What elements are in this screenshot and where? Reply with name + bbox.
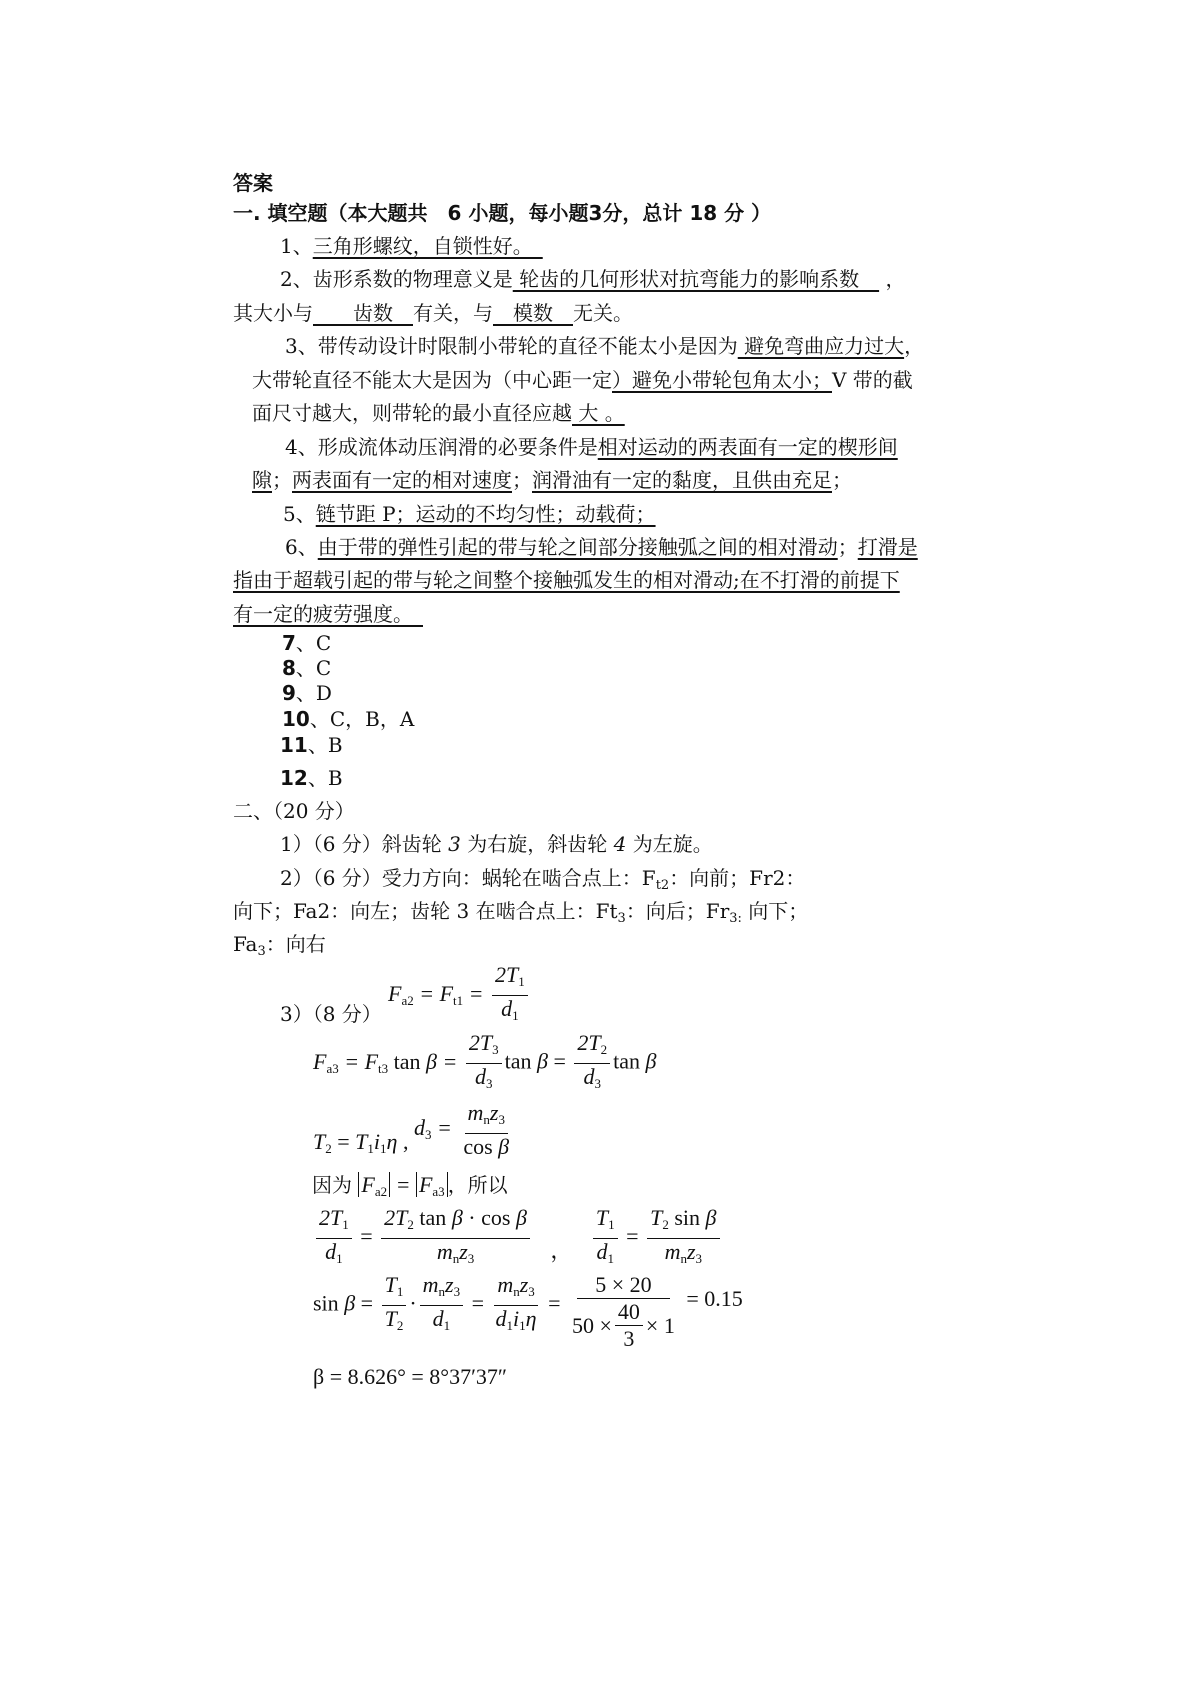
q5 <box>283 501 656 527</box>
separator: ； <box>832 468 852 492</box>
q6-line2: 指由于超载引起的带与轮之间整个接触弧发生的相对滑动;在不打滑的前提下 <box>233 568 900 592</box>
text: ，所以 <box>447 1173 508 1197</box>
answer-title: 答案 <box>233 171 273 195</box>
part2-line2 <box>233 898 808 932</box>
q3-line2 <box>252 367 913 393</box>
fraction: $\frac{2T_1}{d_1}$ <box>316 1205 352 1272</box>
choice-num: 10 <box>282 707 310 731</box>
text: ：向右 <box>265 932 326 956</box>
q4-answer1: 相对运动的两表面有一定的楔形间 <box>597 435 898 459</box>
choice-num: 7 <box>282 631 296 655</box>
fraction: $\frac{m_nz_3}{d_1}$ <box>420 1272 463 1339</box>
fraction: $\frac{T_1}{d_1}$ <box>593 1205 618 1272</box>
q6-answer2: 打滑是 <box>857 535 918 559</box>
text: 因为 <box>312 1173 352 1197</box>
subscript: 3: <box>729 911 742 926</box>
choice-10 <box>282 706 414 732</box>
q2-line1 <box>280 266 905 292</box>
math: $T_2 = T_1i_1\eta$ , <box>313 1129 409 1157</box>
fraction: $\frac{2T_2}{d_3}$ <box>574 1030 610 1097</box>
text: × 1 <box>645 1312 675 1338</box>
choice-num: 12 <box>280 766 308 790</box>
text: ：向前；Fr2： <box>669 866 806 890</box>
math: tan β = <box>504 1048 566 1074</box>
math: $F_{a2} = F_{a3}$ <box>358 1172 447 1197</box>
section2-heading: 二、（20 分） <box>233 799 355 823</box>
math: sin β = <box>313 1290 374 1316</box>
choice-num: 8 <box>282 656 296 680</box>
q2-answer1: 轮齿的几何形状对抗弯能力的影响系数 <box>512 267 880 291</box>
q3-text: 大带轮直径不能太大是因为（中心距一定 <box>252 368 612 392</box>
q5-num: 5、 <box>283 502 316 526</box>
math: tan β <box>613 1048 657 1074</box>
math: $F_{a2} = F_{t1}$ = <box>388 980 484 1008</box>
fraction: $\frac{m_nz_3}{d_1i_1\eta}$ <box>495 1272 537 1333</box>
q6-num: 6、 <box>285 535 318 559</box>
q1-num: 1、 <box>280 234 313 258</box>
q3-answer2: ）避免小带轮包角太小； <box>612 368 832 392</box>
q2-num: 2、 <box>280 267 313 291</box>
choice-answer: 、C，B，A <box>309 707 415 731</box>
q3-line1 <box>285 333 924 359</box>
beta-result: β = 8.626° = 8°37′37″ <box>313 1364 508 1389</box>
q4-num: 4、 <box>285 435 318 459</box>
q1-answer: 三角形螺纹，自锁性好。 <box>312 234 543 258</box>
q6-answer1: 由于带的弹性引起的带与轮之间部分接触弧之间的相对滑动 <box>317 535 838 559</box>
fraction: $\frac{2T_1}{d_1}$ <box>492 962 528 1029</box>
part2-line1 <box>280 865 805 899</box>
text: 向下；Fa2：向左；齿轮 3 在啮合点上：Ft <box>233 899 618 923</box>
q3-text: 带传动设计时限制小带轮的直径不能太小是因为 <box>317 334 738 358</box>
text: ：向后；Fr <box>625 899 730 923</box>
equation-fa3 <box>313 1030 657 1097</box>
subscript: t2 <box>655 878 670 893</box>
separator: ； <box>512 468 532 492</box>
q4-text: 形成流体动压润滑的必要条件是 <box>317 435 598 459</box>
q2-text: 其大小与 <box>233 301 313 325</box>
q3-text: 面尺寸越大，则带轮的最小直径应越 <box>252 401 572 425</box>
part1 <box>280 831 713 857</box>
q4-answer3: 两表面有一定的相对速度 <box>292 468 512 492</box>
fraction: $\frac{2T_2 \tan \beta \cdot \cos \beta}{m_nz_3}$ <box>381 1205 530 1272</box>
text: 为右旋，斜齿轮 <box>460 832 614 856</box>
choice-12 <box>280 765 343 791</box>
q2-line2 <box>233 300 633 326</box>
subscript: 3 <box>617 911 626 926</box>
q4-answer2: 隙 <box>252 468 272 492</box>
q3-num: 3、 <box>285 334 318 358</box>
q5-answer: 链节距 P；运动的不均匀性；动载荷； <box>315 502 656 526</box>
choice-num: 11 <box>280 733 308 757</box>
result-value: = 0.15 <box>686 1286 743 1311</box>
q3-answer1: 避免弯曲应力过大 <box>737 334 905 358</box>
q2-answer2: 齿数 <box>313 301 413 325</box>
q1 <box>280 233 543 259</box>
denominator: 3 <box>623 1326 635 1351</box>
q3-text: ， <box>904 334 925 358</box>
q2-text: 无关。 <box>573 301 633 325</box>
math: $F_{a3} = F_{t3}$ tan β = <box>313 1048 458 1076</box>
q3-line3 <box>252 400 625 426</box>
q2-answer3: 模数 <box>493 301 573 325</box>
q3-text: V 带的截 <box>832 368 913 392</box>
text: 2）（6 分）受力方向：蜗轮在啮合点上：F <box>280 866 656 890</box>
fraction: $\frac{T_1}{T_2}$ <box>382 1272 407 1339</box>
numerator: 5 × 20 <box>577 1272 669 1299</box>
choice-answer: 、B <box>307 766 343 790</box>
section1-heading: 一. 填空题（本大题共 6 小题，每小题3分，总计 18 分 ） <box>233 201 772 225</box>
gear-number: 4 <box>613 832 627 856</box>
text: 50 × <box>572 1312 612 1338</box>
fraction <box>569 1272 678 1352</box>
q6-line3: 有一定的疲劳强度。 <box>233 602 423 626</box>
fraction <box>615 1299 643 1352</box>
equation-ratio: $\frac{2T_1}{d_1}$ = $\frac{2T_2 \tan \beta \cdot \cos \beta}{m_nz_3}$ ， $\frac{T_1}{d_1}$ = $\frac{T_2 \sin \beta}{m_nz_3}$ <box>313 1205 723 1272</box>
equation-sinbeta: sin β = $\frac{T_1}{T_2}$ · $\frac{m_nz_3}{d_1}$ = $\frac{m_nz_3}{d_1i_1\eta}$ = 5 × 20 50 × $\frac{40}{3}$ × 1 = 0.15 <box>313 1272 743 1351</box>
q2-text: 齿形系数的物理意义是 <box>312 267 513 291</box>
numerator: 40 <box>615 1299 643 1326</box>
fraction: $\frac{2T_3}{d_3}$ <box>466 1030 502 1097</box>
equation-t2-d3 <box>313 1100 515 1160</box>
choice-answer: 、B <box>307 733 343 757</box>
choice-num: 9 <box>282 681 296 705</box>
text: 1）（6 分）斜齿轮 <box>280 832 449 856</box>
fraction: $\frac{T_2 \sin \beta}{m_nz_3}$ <box>647 1205 719 1272</box>
q2-text: 有关，与 <box>413 301 493 325</box>
q2-text: ， <box>879 267 906 291</box>
choice-answer: 、C <box>295 656 332 680</box>
denominator <box>569 1299 678 1352</box>
choice-answer: 、C <box>295 631 332 655</box>
choice-7 <box>282 630 331 656</box>
text: Fa <box>233 932 258 956</box>
q6-line1 <box>285 534 918 560</box>
choice-8 <box>282 655 331 681</box>
q4-line2 <box>252 467 864 493</box>
text: 向下； <box>741 899 809 923</box>
q4-line1 <box>285 434 898 460</box>
choice-11 <box>280 732 343 758</box>
part3-label: 3）（8 分） <box>280 1002 382 1026</box>
gear-number: 3 <box>448 832 461 856</box>
subscript: 3 <box>257 944 266 959</box>
text: ， <box>550 1237 573 1263</box>
separator: ； <box>272 468 292 492</box>
part2-line3 <box>233 931 326 965</box>
choice-answer: 、D <box>295 681 332 705</box>
math: $d_3$ = <box>413 1115 452 1143</box>
q3-answer3: 大 。 <box>572 401 625 425</box>
choice-9 <box>282 680 332 706</box>
fraction: $\frac{m_nz_3}{\text{cos β}}$ <box>463 1100 510 1159</box>
q4-answer4: 润滑油有一定的黏度，且供由充足 <box>532 468 832 492</box>
text: 为左旋。 <box>626 832 713 856</box>
equation-fa2 <box>388 962 531 1029</box>
separator: ； <box>837 535 858 559</box>
because-line <box>312 1172 508 1205</box>
